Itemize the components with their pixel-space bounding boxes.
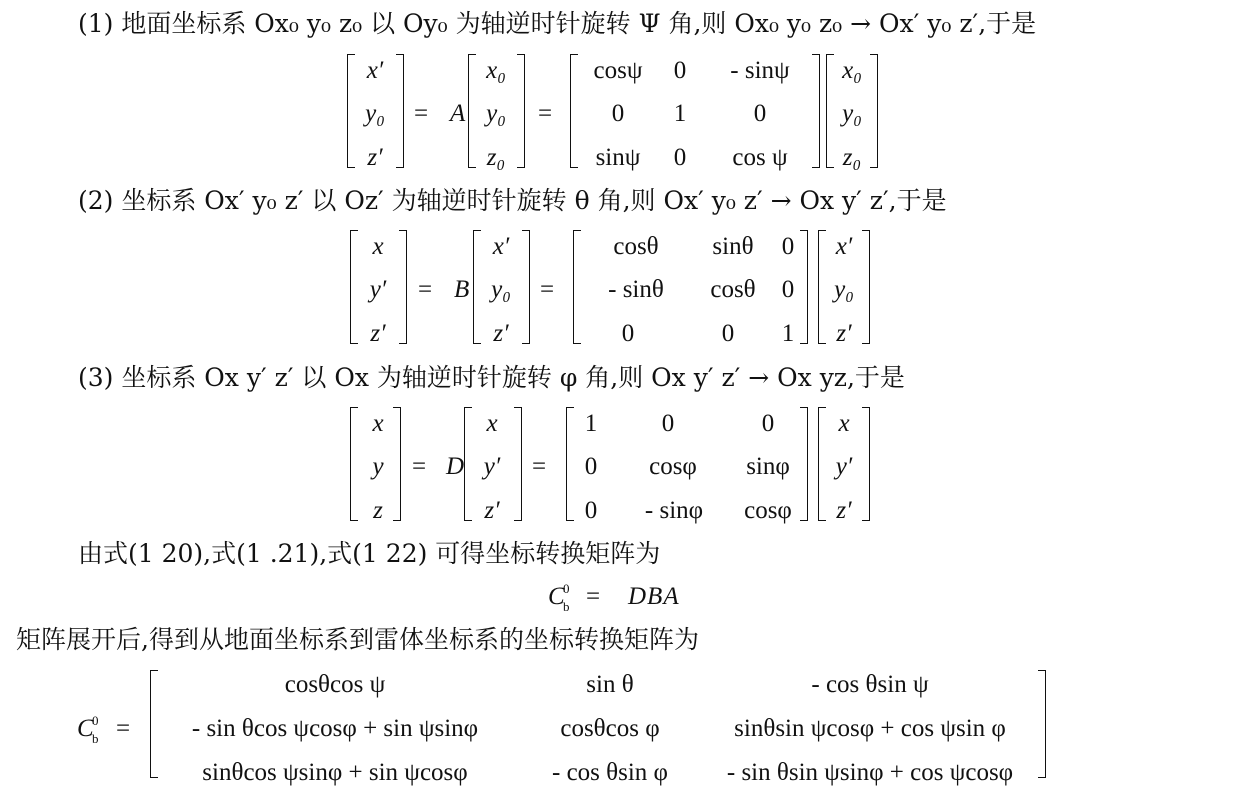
product-eq: = — [586, 583, 601, 610]
step1-mat-name: A — [450, 100, 466, 127]
expand-text: 矩阵展开后,得到从地面坐标系到雷体坐标系的坐标转换矩阵为 — [16, 625, 699, 654]
step2-text: (2) 坐标系 Ox′ y₀ z′ 以 Oz′ 为轴逆时针旋转 θ 角,则 Ox′ y₀ z′ → Ox y′ z′,于是 — [78, 186, 947, 215]
product-rhs: DBA — [628, 583, 680, 610]
final-m02: - cos θsin ψ — [811, 671, 929, 698]
step1-m01: 0 — [673, 57, 687, 84]
product-sub: b — [563, 599, 570, 614]
step1-lhs-3: z′ — [367, 144, 383, 171]
step3-equation: x y z = D x y′ z′ = 1 0 0 0 cosφ sinφ 0 - sinφ cosφ x y′ z′ — [0, 405, 1237, 535]
step1-equation: x′ y₀ z′ = A x₀ y₀ z₀ = cosψ 0 - sinψ 0 1 0 sinψ 0 cos ψ x₀ y₀ z₀ — [0, 52, 1237, 182]
step2-mat-name: B — [454, 276, 470, 303]
step3-mat-name: D — [446, 453, 465, 480]
product-sup: 0 — [563, 581, 570, 596]
final-eq: = — [116, 715, 131, 742]
step1-lhs-1: x′ — [366, 57, 384, 84]
step1-lhs-2: y₀ — [365, 100, 385, 127]
final-m00: cosθcos ψ — [284, 671, 386, 698]
final-m01: sin θ — [586, 671, 634, 698]
step1-text: (1) 地面坐标系 Ox₀ y₀ z₀ 以 Oy₀ 为轴逆时针旋转 Ψ 角,则 Ox₀ y₀ z₀ → Ox′ y₀ z′,于是 — [78, 9, 1037, 38]
step3-text: (3) 坐标系 Ox y′ z′ 以 Ox 为轴逆时针旋转 φ 角,则 Ox y′ z′ → Ox yz,于是 — [78, 363, 905, 392]
final-sub: b — [92, 731, 99, 746]
from-equations-text: 由式(1 20),式(1 .21),式(1 22) 可得坐标转换矩阵为 — [78, 539, 661, 568]
product-lhs: C — [548, 583, 565, 610]
step1-m00: cosψ — [593, 57, 643, 84]
step1-eq-2: = — [538, 100, 553, 127]
final-equation: C 0 b = cosθcos ψ sin θ - cos θsin ψ - sin θcos ψcosφ + sin ψsinφ cosθcos φ sinθsin ψcosφ + cos ψsin φ sinθcos ψsinφ + sin ψcosφ - cos θsin φ - sin θsin ψsinφ + cos ψcosφ — [0, 664, 1237, 794]
final-sup: 0 — [92, 713, 99, 728]
step2-equation: x y′ z′ = B x′ y₀ z′ = cosθ sinθ 0 - sinθ cosθ 0 0 0 1 x′ y₀ z′ — [0, 228, 1237, 358]
step1-m02: - sinψ — [730, 57, 790, 84]
step1-eq-1: = — [414, 100, 429, 127]
final-lhs: C — [77, 715, 94, 742]
